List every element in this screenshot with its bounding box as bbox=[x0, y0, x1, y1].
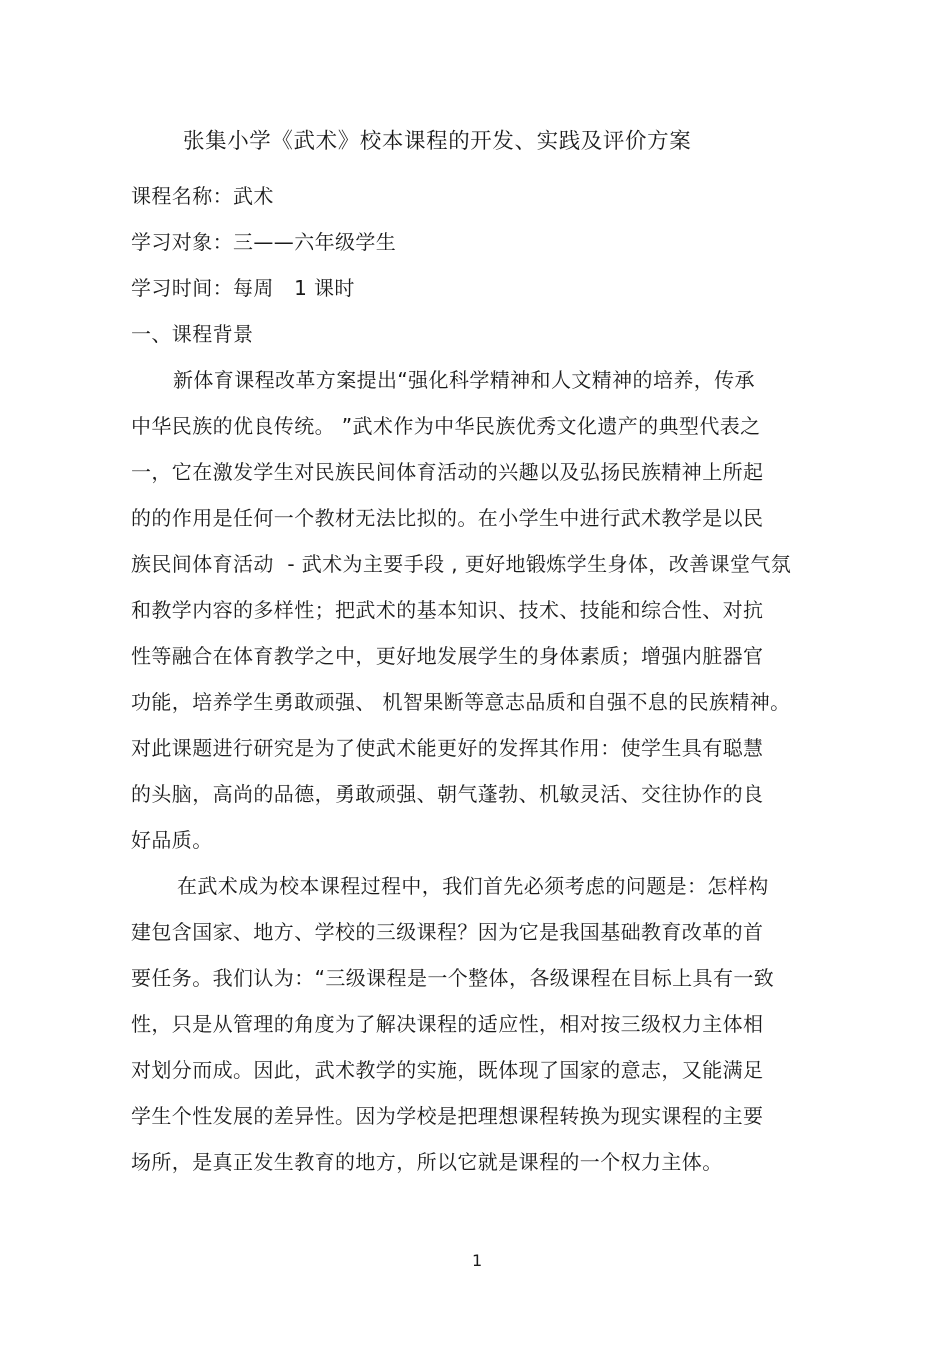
paragraph-line: 功能，培养学生勇敢顽强、 机智果断等意志品质和自强不息的民族精神。 bbox=[131, 690, 791, 714]
paragraph-line: 的头脑，高尚的品德，勇敢顽强、朝气蓬勃、机敏灵活、交往协作的良 bbox=[131, 782, 764, 806]
paragraph-line: 要任务。我们认为：“三级课程是一个整体，各级课程在目标上具有一致 bbox=[131, 966, 775, 990]
page-number: 1 bbox=[472, 1251, 483, 1270]
paragraph-line: 和教学内容的多样性；把武术的基本知识、技术、技能和综合性、对抗 bbox=[131, 598, 764, 622]
paragraph-line: 中华民族的优良传统。 ”武术作为中华民族优秀文化遗产的典型代表之 bbox=[131, 414, 761, 438]
paragraph-line: 好品质。 bbox=[131, 828, 213, 852]
paragraph-line: 一，它在激发学生对民族民间体育活动的兴趣以及弘扬民族精神上所起 bbox=[131, 460, 764, 484]
section-heading: 一、课程背景 bbox=[131, 322, 254, 346]
paragraph-line: 场所，是真正发生教育的地方，所以它就是课程的一个权力主体。 bbox=[131, 1150, 723, 1174]
paragraph-line: 性等融合在体育教学之中，更好地发展学生的身体素质；增强内脏器官 bbox=[131, 644, 764, 668]
paragraph-line: 族民间体育活动 - 武术为主要手段 , 更好地锻炼学生身体，改善课堂气氛 bbox=[131, 552, 792, 576]
course-name-line: 课程名称：武术 bbox=[131, 184, 274, 208]
paragraph-line: 新体育课程改革方案提出“强化科学精神和人文精神的培养，传承 bbox=[173, 368, 755, 392]
paragraph-line: 性，只是从管理的角度为了解决课程的适应性，相对按三级权力主体相 bbox=[131, 1012, 764, 1036]
paragraph-line: 的的作用是任何一个教材无法比拟的。在小学生中进行武术教学是以民 bbox=[131, 506, 764, 530]
schedule-line: 学习时间：每周 1 课时 bbox=[131, 276, 355, 300]
paragraph-line: 学生个性发展的差异性。因为学校是把理想课程转换为现实课程的主要 bbox=[131, 1104, 764, 1128]
document-title: 张集小学《武术》校本课程的开发、实践及评价方案 bbox=[183, 129, 692, 154]
paragraph-line: 在武术成为校本课程过程中，我们首先必须考虑的问题是：怎样构 bbox=[177, 874, 769, 898]
audience-line: 学习对象：三——六年级学生 bbox=[131, 230, 397, 254]
paragraph-line: 对划分而成。因此，武术教学的实施，既体现了国家的意志，又能满足 bbox=[131, 1058, 764, 1082]
paragraph-line: 建包含国家、地方、学校的三级课程？因为它是我国基础教育改革的首 bbox=[131, 920, 764, 944]
paragraph-line: 对此课题进行研究是为了使武术能更好的发挥其作用：使学生具有聪慧 bbox=[131, 736, 764, 760]
